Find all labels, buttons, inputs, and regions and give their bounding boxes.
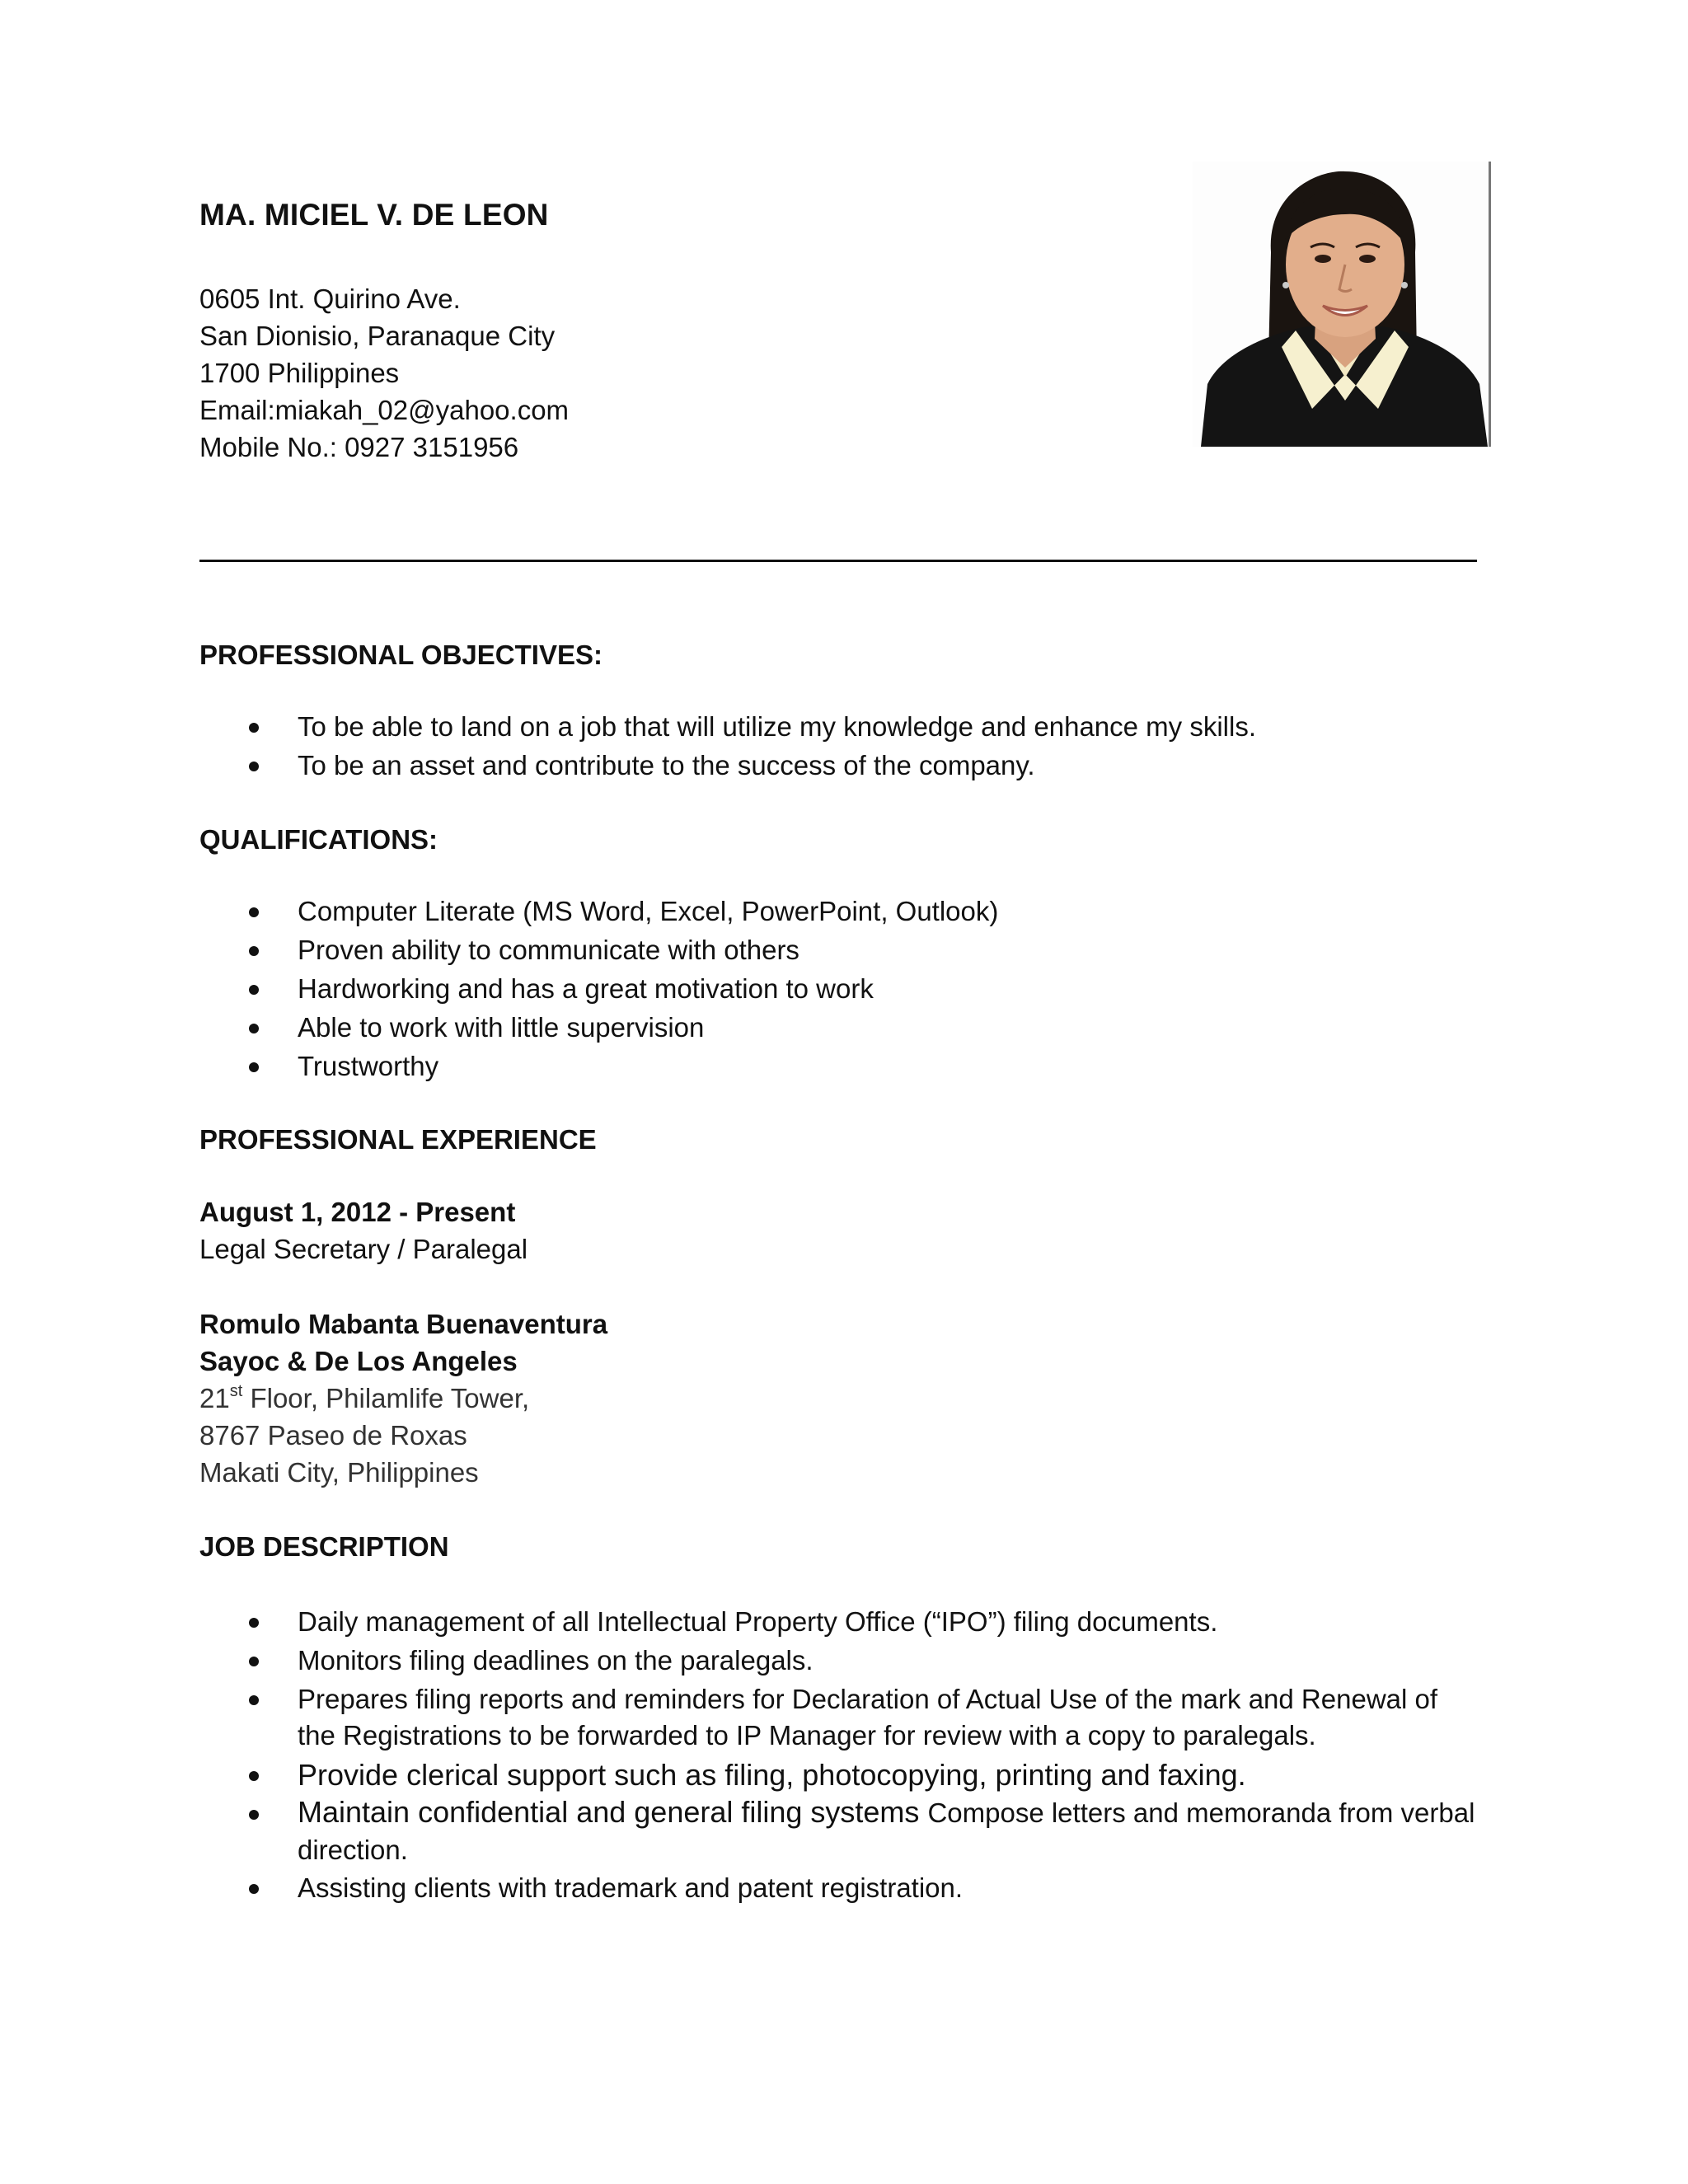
contact-block — [199, 280, 569, 466]
list-item — [199, 1680, 1477, 1755]
qualification-text: Trustworthy — [298, 1051, 439, 1081]
company-name-line-1: Romulo Mabanta Buenaventura — [199, 1309, 608, 1339]
address-line-2: San Dionisio, Paranaque City — [199, 321, 556, 351]
qualifications-list — [199, 892, 1477, 1085]
list-item — [199, 746, 1477, 785]
duty-text: Daily management of all Intellectual Property Office (“IPO”) filing documents. — [298, 1606, 1218, 1637]
company-address-street: 8767 Paseo de Roxas — [199, 1420, 467, 1451]
job-position: Legal Secretary / Paralegal — [199, 1234, 528, 1264]
experience-heading: PROFESSIONAL EXPERIENCE — [199, 1124, 597, 1155]
header-divider — [199, 560, 1477, 562]
bullet-icon — [249, 1618, 259, 1628]
floor-text: Floor, Philamlife Tower, — [242, 1383, 530, 1413]
bullet-icon — [249, 1884, 259, 1894]
qualification-text: Proven ability to communicate with others — [298, 935, 799, 965]
qualifications-heading: QUALIFICATIONS: — [199, 824, 438, 855]
list-item — [199, 1047, 1477, 1085]
job-description-heading: JOB DESCRIPTION — [199, 1531, 449, 1562]
floor-number: 21 — [199, 1383, 230, 1413]
bullet-icon — [249, 1657, 259, 1666]
duty-text: Prepares filing reports and reminders for Declaration of Actual Use of the mark and Renewal of the Registrations to be forwarded to IP Manager for review with a copy to paralegals. — [298, 1684, 1438, 1750]
qualification-text: Computer Literate (MS Word, Excel, PowerPoint, Outlook) — [298, 896, 999, 926]
list-item — [199, 930, 1477, 969]
employment-period: August 1, 2012 - Present — [199, 1197, 516, 1227]
list-item — [199, 892, 1477, 930]
list-item — [199, 1008, 1477, 1047]
experience-role-block — [199, 1193, 528, 1268]
floor-suffix: st — [229, 1382, 243, 1400]
bullet-icon — [249, 946, 259, 956]
objectives-heading: PROFESSIONAL OBJECTIVES: — [199, 640, 603, 670]
duty-text: Maintain confidential and general filing systems — [298, 1795, 920, 1829]
qualification-text: Able to work with little supervision — [298, 1012, 705, 1043]
duty-text: Provide clerical support such as filing, photocopying, printing and faxing. — [298, 1758, 1246, 1792]
list-item — [199, 969, 1477, 1008]
portrait-photo — [1193, 162, 1491, 447]
list-item — [199, 1794, 1477, 1868]
list-item — [199, 1868, 1477, 1907]
company-address-city: Makati City, Philippines — [199, 1457, 479, 1488]
objectives-list — [199, 707, 1477, 785]
bullet-icon — [249, 1062, 259, 1072]
company-address-floor — [199, 1380, 607, 1417]
employer-block — [199, 1305, 607, 1491]
list-item — [199, 707, 1477, 746]
mobile-line: Mobile No.: 0927 3151956 — [199, 432, 519, 462]
job-description-list — [199, 1602, 1477, 1907]
address-line-1: 0605 Int. Quirino Ave. — [199, 284, 461, 314]
bullet-icon — [249, 1695, 259, 1705]
objective-text: To be able to land on a job that will utilize my knowledge and enhance my skills. — [298, 711, 1256, 742]
list-item — [199, 1755, 1477, 1794]
applicant-name: MA. MICIEL V. DE LEON — [199, 198, 549, 232]
list-item — [199, 1602, 1477, 1641]
bullet-icon — [249, 907, 259, 917]
address-line-3: 1700 Philippines — [199, 358, 400, 388]
duty-text: Compose letters and memoranda from verbal direction. — [298, 1797, 1475, 1865]
list-item — [199, 1641, 1477, 1680]
bullet-icon — [249, 1024, 259, 1033]
bullet-icon — [249, 762, 259, 771]
qualification-text: Hardworking and has a great motivation to work — [298, 973, 874, 1004]
duty-text: Monitors filing deadlines on the paralegals. — [298, 1645, 814, 1675]
bullet-icon — [249, 1771, 259, 1781]
company-name-line-2: Sayoc & De Los Angeles — [199, 1346, 518, 1376]
bullet-icon — [249, 985, 259, 995]
bullet-icon — [249, 1810, 259, 1820]
objective-text: To be an asset and contribute to the success of the company. — [298, 750, 1035, 780]
duty-text: Assisting clients with trademark and patent registration. — [298, 1872, 964, 1903]
portrait-illustration — [1193, 162, 1491, 447]
email-line: Email:miakah_02@yahoo.com — [199, 395, 570, 425]
photo-border — [1489, 162, 1491, 447]
bullet-icon — [249, 723, 259, 733]
